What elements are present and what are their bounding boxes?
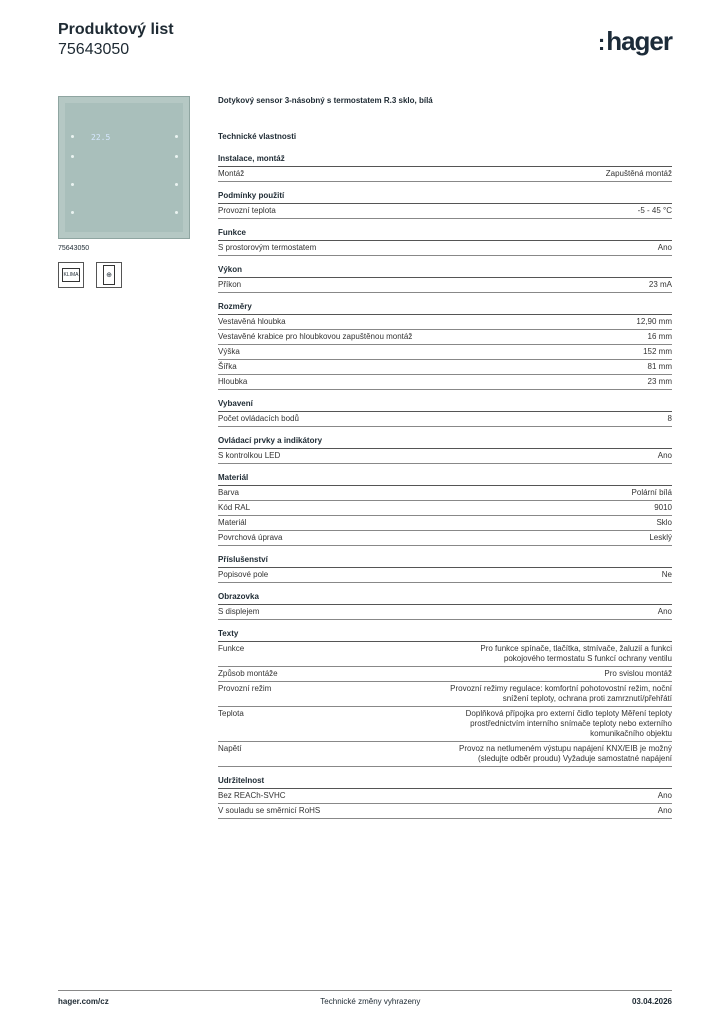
spec-value: Provozní režimy regulace: komfortní pohotovostní režim, noční snížení teploty, ochrana proti zamrznutí/přehřátí (450, 684, 672, 703)
climate-icon: KLIMA (58, 262, 84, 288)
spec-label: Napětí (218, 744, 242, 753)
section-title: Příslušenství (218, 555, 672, 568)
feature-icons (58, 262, 193, 288)
section-title: Funkce (218, 228, 672, 241)
spec-label: S displejem (218, 607, 260, 616)
spec-value: 23 mm (647, 377, 672, 386)
footer-disclaimer: Technické změny vyhrazeny (320, 997, 421, 1006)
spec-label: Popisové pole (218, 570, 269, 579)
spec-value: Pro funkce spínače, tlačítka, stmívače, žaluzií a funkci pokojového termostatu S funkcí ochrany ventilu (480, 644, 672, 663)
section-title: Udržitelnost (218, 776, 672, 789)
spec-row (218, 516, 672, 531)
spec-row (218, 412, 672, 427)
spec-label: Provozní teplota (218, 206, 276, 215)
section-title: Výkon (218, 265, 672, 278)
spec-row (218, 642, 672, 667)
spec-label: Povrchová úprava (218, 533, 283, 542)
spec-label: Montáž (218, 169, 245, 178)
product-image (58, 96, 190, 239)
spec-section (218, 592, 672, 620)
thermostat-display: 22.5 (91, 133, 111, 142)
spec-value: Pro svislou montáž (604, 669, 672, 678)
spec-row (218, 568, 672, 583)
spec-label: Barva (218, 488, 239, 497)
spec-section (218, 629, 672, 767)
spec-label: Teplota (218, 709, 244, 718)
spec-value: Ano (657, 243, 672, 252)
section-title: Materiál (218, 473, 672, 486)
section-title: Obrazovka (218, 592, 672, 605)
spec-label: Výška (218, 347, 240, 356)
spec-section (218, 302, 672, 390)
spec-value: Ano (657, 451, 672, 460)
footer-website-link[interactable]: hager.com/cz (58, 997, 109, 1006)
spec-section (218, 436, 672, 464)
spec-label: Provozní režim (218, 684, 272, 693)
spec-label: Materiál (218, 518, 247, 527)
technical-heading: Technické vlastnosti (218, 132, 297, 141)
spec-row (218, 804, 672, 819)
spec-label: Počet ovládacích bodů (218, 414, 299, 423)
spec-section (218, 473, 672, 546)
product-description: Dotykový sensor 3-násobný s termostatem R.3 sklo, bílá (218, 96, 433, 105)
spec-section (218, 776, 672, 819)
footer-date: 03.04.2026 (631, 997, 672, 1006)
spec-section (218, 265, 672, 293)
spec-label: S kontrolkou LED (218, 451, 281, 460)
spec-row (218, 501, 672, 516)
spec-sections (218, 154, 672, 819)
spec-row (218, 241, 672, 256)
section-title: Texty (218, 629, 672, 642)
spec-row (218, 531, 672, 546)
section-title: Ovládací prvky a indikátory (218, 436, 672, 449)
spec-section (218, 555, 672, 583)
section-title: Rozměry (218, 302, 672, 315)
spec-row (218, 707, 672, 742)
spec-label: V souladu se směrnicí RoHS (218, 806, 321, 815)
product-image-column (58, 96, 193, 288)
spec-value: Ano (657, 791, 672, 800)
spec-content (218, 96, 672, 828)
spec-value: Zapuštěná montáž (605, 169, 672, 178)
spec-value: Provoz na netlumeném výstupu napájení KNX/EIB je možný (sledujte odběr proudu) Vyžaduje samostatné napájení (459, 744, 672, 763)
spec-value: Doplňková přípojka pro externí čidlo teploty Měření teploty prostřednictvím interního snímače teploty nebo externího komunikačního objektu (465, 709, 672, 738)
spec-value: 23 mA (648, 280, 672, 289)
spec-row (218, 315, 672, 330)
spec-section (218, 191, 672, 219)
spec-value: Sklo (656, 518, 672, 527)
spec-section (218, 228, 672, 256)
page-title: Produktový list (58, 21, 174, 38)
spec-row (218, 742, 672, 767)
spec-value: 152 mm (643, 347, 672, 356)
spec-value: 12,90 mm (636, 317, 672, 326)
spec-value: 16 mm (647, 332, 672, 341)
spec-row (218, 375, 672, 390)
spec-label: S prostorovým termostatem (218, 243, 317, 252)
spec-section (218, 154, 672, 182)
spec-row (218, 667, 672, 682)
spec-row (218, 204, 672, 219)
spec-label: Šířka (218, 362, 237, 371)
spec-section (218, 399, 672, 427)
spec-label: Hloubka (218, 377, 248, 386)
spec-label: Bez REACh-SVHC (218, 791, 286, 800)
spec-row (218, 345, 672, 360)
section-title: Instalace, montáž (218, 154, 672, 167)
spec-row (218, 682, 672, 707)
spec-row (218, 789, 672, 804)
spec-value: 8 (667, 414, 672, 423)
spec-value: Polární bílá (631, 488, 672, 497)
page-footer (58, 990, 672, 1006)
spec-label: Příkon (218, 280, 242, 289)
product-number: 75643050 (58, 41, 130, 58)
spec-value: Ano (657, 806, 672, 815)
mounting-icon: ⊕ (96, 262, 122, 288)
spec-value: Ne (661, 570, 672, 579)
spec-label: Vestavěná hloubka (218, 317, 286, 326)
spec-row (218, 449, 672, 464)
spec-row (218, 486, 672, 501)
spec-value: 9010 (654, 503, 672, 512)
spec-label: Kód RAL (218, 503, 251, 512)
page-header (58, 20, 174, 60)
spec-row (218, 167, 672, 182)
spec-value: 81 mm (647, 362, 672, 371)
spec-value: Lesklý (649, 533, 672, 542)
spec-value: -5 - 45 °C (637, 206, 672, 215)
spec-value: Ano (657, 607, 672, 616)
spec-row (218, 278, 672, 293)
spec-label: Způsob montáže (218, 669, 278, 678)
product-code-caption: 75643050 (58, 245, 90, 252)
section-title: Vybavení (218, 399, 672, 412)
spec-row (218, 360, 672, 375)
section-title: Podmínky použití (218, 191, 672, 204)
spec-label: Vestavěné krabice pro hloubkovou zapuštěnou montáž (218, 332, 413, 341)
spec-row (218, 330, 672, 345)
spec-row (218, 605, 672, 620)
spec-label: Funkce (218, 644, 245, 653)
hager-logo: :hager (597, 26, 672, 56)
